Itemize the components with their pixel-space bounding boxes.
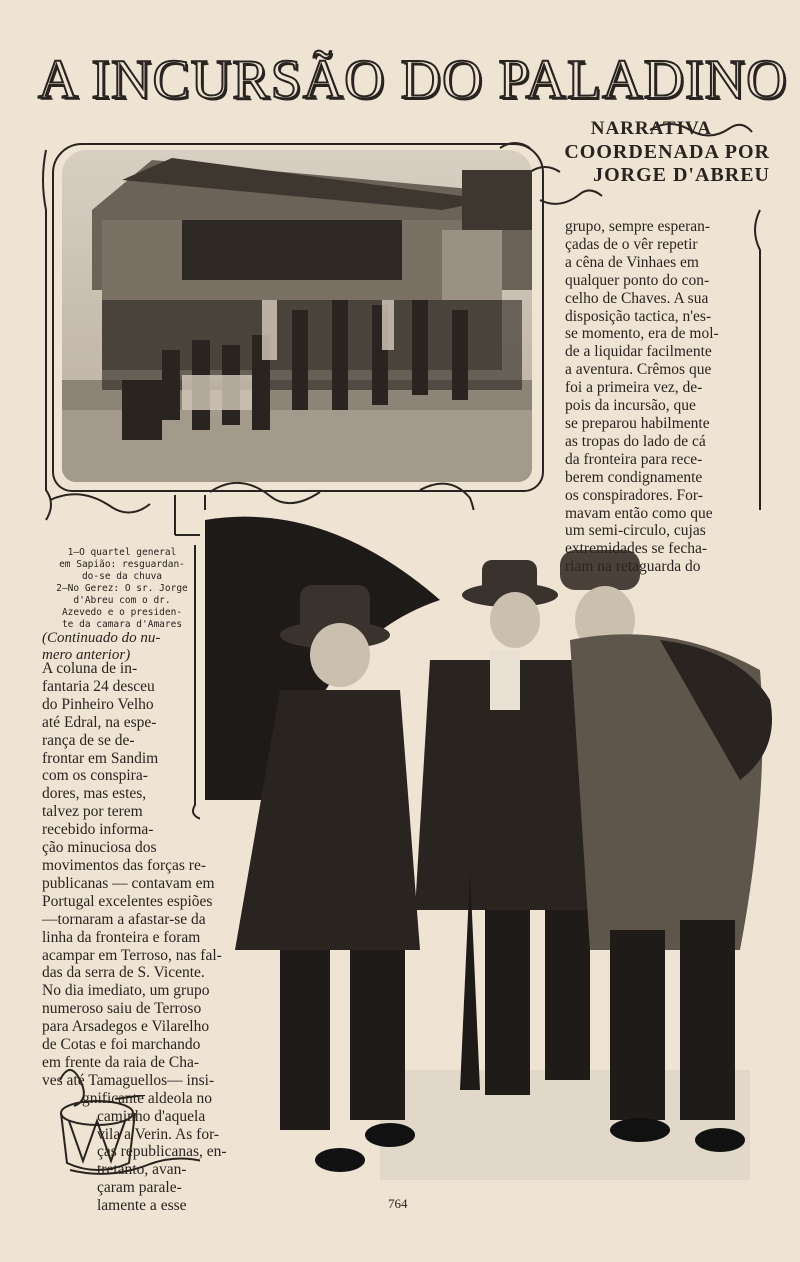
text-line: com os conspira- <box>42 767 148 785</box>
text-line: um semi-circulo, cujas <box>565 522 706 540</box>
continued-line: (Continuado do nu- <box>42 630 161 646</box>
article-column-right <box>565 218 737 576</box>
text-line: recebido informa- <box>42 821 154 839</box>
text-line: celho de Chaves. A sua <box>565 289 709 307</box>
text-line: berem condignamente <box>565 468 703 486</box>
text-line: em frente da raia de Cha- <box>42 1053 200 1071</box>
text-line: da fronteira para rece- <box>565 450 703 468</box>
text-line: as tropas do lado de cá <box>565 432 706 450</box>
text-line: a cêna de Vinhaes em <box>565 253 699 271</box>
text-line: ção minuciosa dos <box>42 839 157 857</box>
article-column-left <box>42 660 227 1215</box>
text-line: os conspiradores. For- <box>565 486 703 504</box>
page-number: 764 <box>388 1196 408 1211</box>
text-line: dores, mas estes, <box>42 785 147 803</box>
text-line: linha da fronteira e foram <box>42 928 201 946</box>
photo-barracks <box>62 150 532 482</box>
text-line: foi a primeira vez, de- <box>565 379 703 397</box>
text-line: vila a Verin. As for- <box>97 1125 220 1143</box>
text-line: acampar em Terroso, nas fal- <box>42 946 222 964</box>
caption-line: 1—O quartel general <box>67 547 177 558</box>
text-line: çadas de o vêr repetir <box>565 235 698 253</box>
text-line: a aventura. Crêmos que <box>565 361 712 379</box>
text-line: grupo, sempre esperan- <box>565 218 711 235</box>
photo-caption <box>42 547 202 631</box>
text-line: No dia imediato, um grupo <box>42 982 210 1000</box>
text-line: numeroso saiu de Terroso <box>42 1000 202 1018</box>
text-line: qualquer ponto do con- <box>565 271 710 289</box>
byline-narrativa: NARRATIVA <box>590 118 712 139</box>
caption-line: d'Abreu com o dr. <box>73 595 171 606</box>
text-line: çaram parale- <box>97 1179 182 1197</box>
text-line: ças republicanas, en- <box>97 1143 227 1161</box>
text-line: pois da incursão, que <box>565 397 696 415</box>
text-line: do Pinheiro Velho <box>42 695 154 713</box>
text-line: das da serra de S. Vicente. <box>42 964 205 982</box>
text-line: frontar em Sandim <box>42 749 159 767</box>
text-line: tretanto, avan- <box>97 1161 187 1179</box>
text-line: se momento, era de mol- <box>565 325 719 343</box>
text-line: rança de se de- <box>42 731 135 749</box>
text-line: se preparou habilmente <box>565 414 710 432</box>
byline-coordenada: COORDENADA POR <box>564 141 770 163</box>
caption-line: Azevedo e o presiden- <box>61 607 183 618</box>
text-line: de a liquidar facilmente <box>565 343 712 361</box>
text-line: caminho d'aquela <box>97 1107 206 1125</box>
text-line: —tornaram a afastar-se da <box>42 910 206 928</box>
text-line: até Edral, na espe- <box>42 713 157 731</box>
caption-line: em Sapião: resguardan- <box>59 559 185 570</box>
text-line: riam na retaguarda do <box>565 558 701 576</box>
caption-line: 2—No Gerez: O sr. Jorge <box>56 583 188 594</box>
continued-line: mero anterior) <box>42 647 131 663</box>
text-line: movimentos das forças re- <box>42 856 206 874</box>
photo-three-men <box>200 510 775 1195</box>
text-line: disposição tactica, n'es- <box>565 307 712 325</box>
text-line: lamente a esse <box>97 1197 187 1215</box>
text-line: extremidades se fecha- <box>565 540 708 558</box>
text-line: talvez por terem <box>42 803 143 821</box>
text-line: publicanas — contavam em <box>42 874 215 892</box>
text-line: gnificante aldeola no <box>82 1089 212 1107</box>
text-line: para Arsadegos e Vilarelho <box>42 1018 210 1036</box>
text-line: de Cotas e foi marchando <box>42 1036 201 1054</box>
byline-author: JORGE D'ABREU <box>593 164 770 186</box>
caption-line: do-se da chuva <box>81 571 163 582</box>
text-line: A coluna de in- <box>42 660 138 677</box>
text-line: ves até Tamaguellos— insi- <box>42 1071 215 1089</box>
text-line: Portugal excelentes espiões <box>42 892 213 910</box>
text-line: fantaria 24 desceu <box>42 677 155 695</box>
caption-line: te da camara d'Amares <box>61 619 183 630</box>
article-title: A INCURSÃO DO PALADINO <box>38 49 788 111</box>
continued-note <box>42 630 210 664</box>
text-line: mavam então como que <box>565 504 713 522</box>
